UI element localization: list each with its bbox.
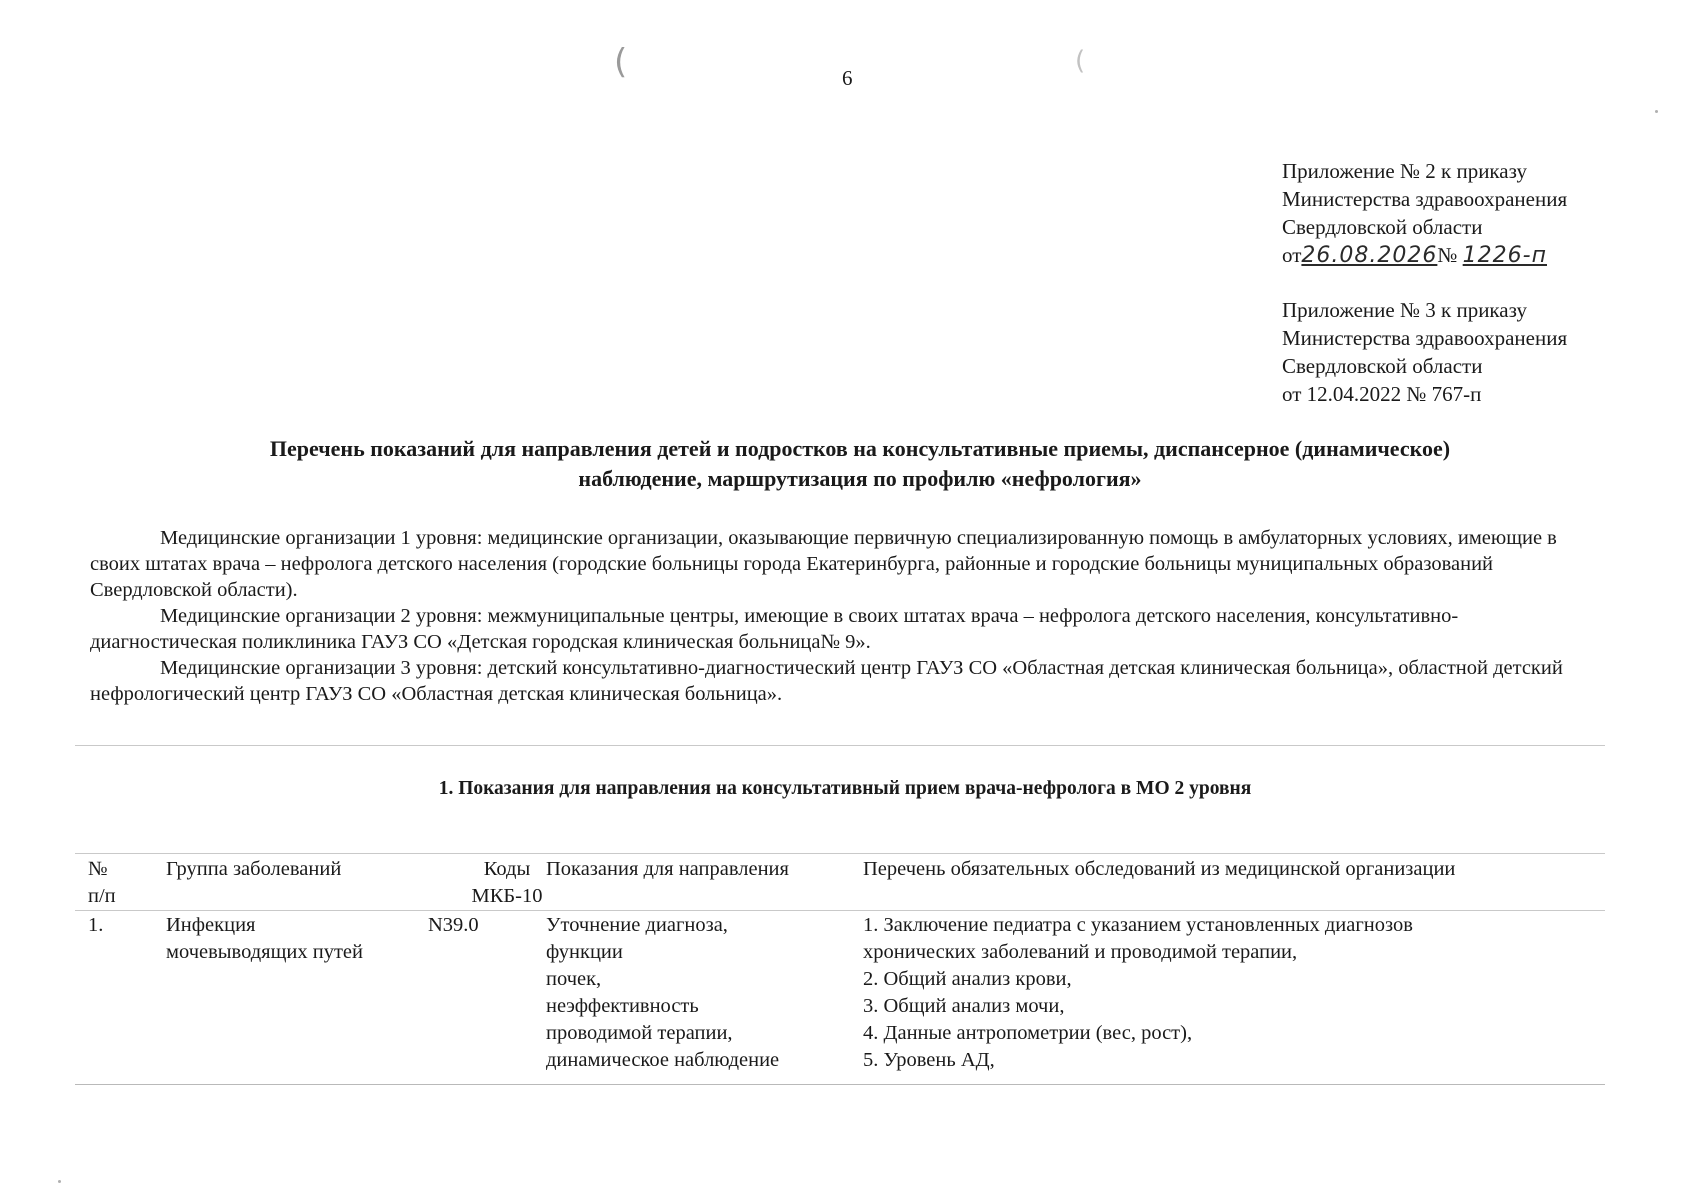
document-title [80,434,1640,494]
row-num: 1. [88,914,104,936]
page-number: 6 [842,66,853,90]
appendix-date-line [1282,241,1567,270]
header-codes: Коды МКБ-10 [471,858,543,907]
header-group: Группа заболеваний [166,858,342,880]
appendix-line: Министерства здравоохранения [1282,187,1568,211]
header-num: № п/п [88,858,116,907]
intro-paragraph-level-1: Медицинские организации 1 уровня: медицинские организации, оказывающие первичную специализированную помощь в амбулаторных условиях, имеющие в своих штатах врача – нефролога детского населения (городские больницы города Екатеринбурга, районные и городские больницы муниципальных образований Свердловской области). [90,527,1557,601]
number-prefix: № [1437,243,1458,267]
row-group: Инфекция мочевыводящих путей [166,914,363,963]
row-indications: Уточнение диагноза, функции почек, неэффективность проводимой терапии, динамическое наблюдение [546,914,780,1071]
section-title: 1. Показания для направления на консультативный прием врача-нефролога в МО 2 уровня [438,778,1252,799]
appendix-line: Министерства здравоохранения [1282,326,1568,350]
divider-line [75,745,1605,746]
table-header-border [75,910,1605,911]
punch-hole-mark: ( [1075,46,1086,76]
appendix-line: Приложение № 2 к приказу [1282,159,1527,183]
table-bottom-border [75,1084,1605,1085]
appendix-header-previous [1282,296,1567,408]
title-line: наблюдение, маршрутизация по профилю «нефрология» [578,466,1142,491]
title-line: Перечень показаний для направления детей и подростков на консультативные приемы, диспансерное (динамическое) [269,436,1451,461]
header-exams: Перечень обязательных обследований из медицинской организации [863,858,1456,880]
intro-paragraph-level-3: Медицинские организации 3 уровня: детский консультативно-диагностический центр ГАУЗ СО «Областная детская клиническая больница», областной детский нефрологический центр ГАУЗ СО «Областная детская клиническая больница». [90,657,1563,705]
handwritten-date: 26.08.2026 [1301,243,1438,268]
appendix-header-current [1282,157,1567,270]
row-code: N39.0 [428,914,479,936]
row-exams: 1. Заключение педиатра с указанием установленных диагнозов хронических заболеваний и проводимой терапии, 2. Общий анализ крови, 3. Общий анализ мочи, 4. Данные антропометрии (вес, рост), 5. Уровень АД, [863,914,1413,1071]
intro-text [90,525,1600,707]
appendix-line: от 12.04.2022 № 767-п [1282,382,1482,406]
scan-speck [58,1180,61,1183]
table-top-border [75,853,1605,854]
intro-paragraph-level-2: Медицинские организации 2 уровня: межмуниципальные центры, имеющие в своих штатах врача – нефролога детского населения, консультативно-диагностическая поликлиника ГАУЗ СО «Детская городская клиническая больница№ 9». [90,605,1459,653]
appendix-line: Приложение № 3 к приказу [1282,298,1527,322]
scan-speck [1655,110,1658,113]
appendix-line: Свердловской области [1282,354,1483,378]
handwritten-number: 1226-п [1462,243,1547,268]
date-prefix: от [1282,243,1302,267]
header-indications: Показания для направления [546,858,789,880]
appendix-line: Свердловской области [1282,215,1483,239]
punch-hole-mark: ( [614,42,628,82]
